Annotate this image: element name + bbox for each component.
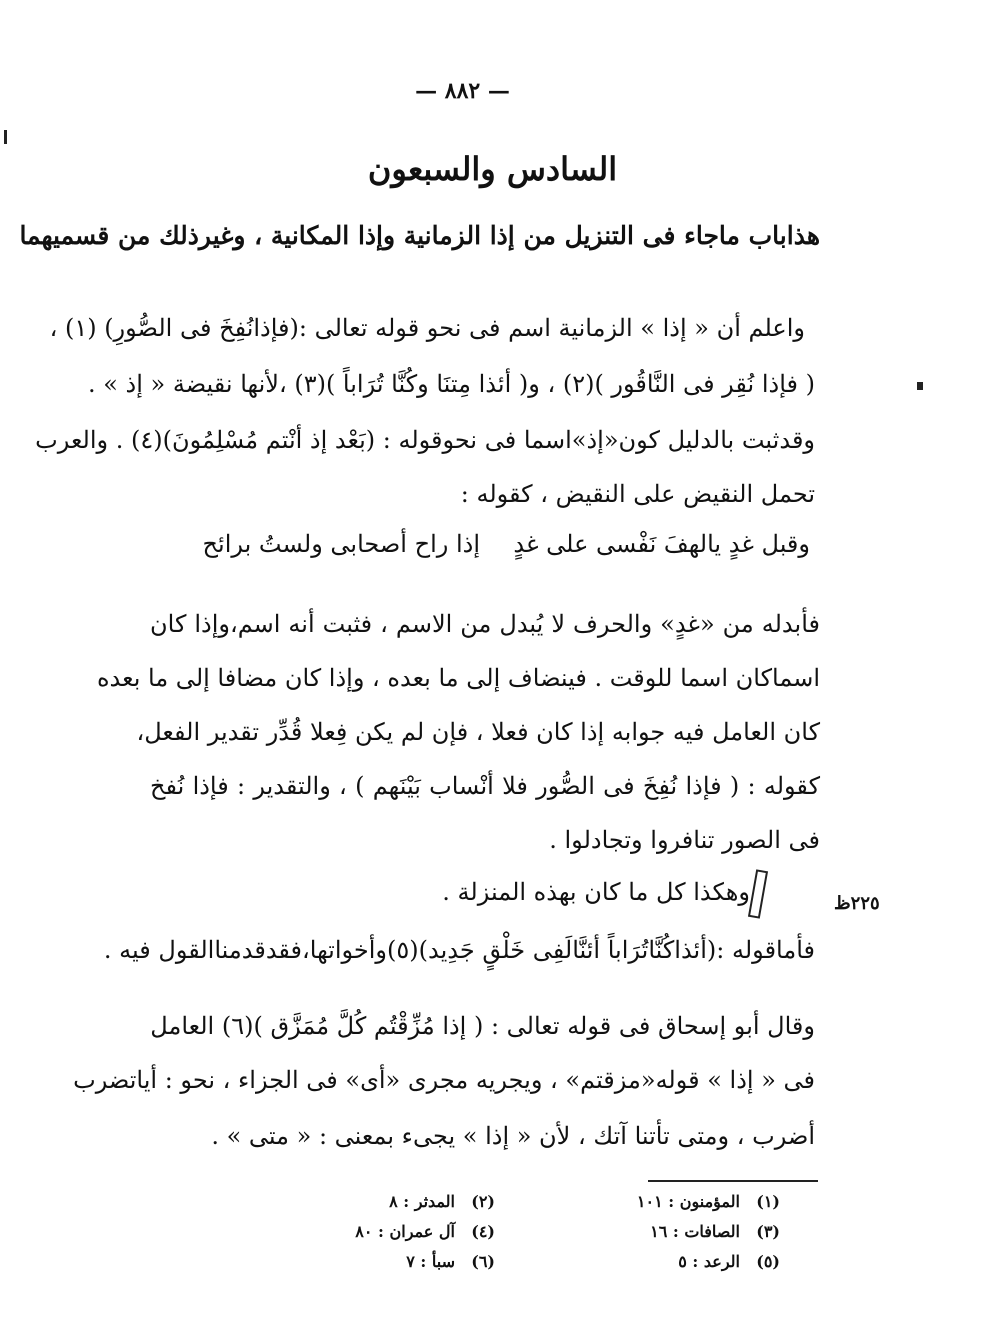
footnote-text: المدثر : ٨ — [389, 1192, 455, 1211]
text-line: اسماكان اسما للوقت . فينضاف إلى ما بعده ، وإذا كان مضافا إلى ما بعده — [96, 664, 820, 692]
footnote-text: المؤمنون : ١٠١ — [636, 1192, 740, 1211]
text-line: كان العامل فيه جوابه إذا كان فعلا ، فإن لم يكن فِعلا قُدِّر تقدير الفعل، — [136, 718, 820, 746]
footnote-number: (٣) — [756, 1222, 780, 1241]
scan-edge-mark — [4, 130, 7, 144]
text-line: فأبدله من «غدٍ» والحرف لا يُبدل من الاسم ، فثبت أنه اسم،وإذا كان — [150, 610, 820, 638]
chapter-title: السادس والسبعون — [367, 150, 618, 188]
text-line: كقوله : ( فإذا نُفِخَ فى الصُّور فلا أنْساب بَيْنَهم ) ، والتقدير : فإذا نُفخ — [150, 772, 820, 800]
footnote — [389, 1188, 495, 1216]
footnote-number: (٦) — [471, 1252, 495, 1271]
footnote — [637, 1188, 780, 1216]
footnote-text: سبأ : ٧ — [406, 1252, 455, 1271]
text-line: فى الصور تنافروا وتجادلوا . — [549, 826, 820, 854]
footnote-text: الصافات : ١٦ — [650, 1222, 740, 1241]
text-line: أضرب ، ومتى تأتنا آتك ، لأن « إذا » يجىء بمعنى : « متى » . — [211, 1122, 815, 1150]
text-line: تحمل النقيض على النقيض ، كقوله : — [460, 480, 815, 508]
footnote-text: الرعد : ٥ — [678, 1252, 740, 1271]
verse-second-hemistich: إذا راح أصحابى ولستُ برائح — [202, 530, 480, 558]
verse-first-hemistich: وقبل غدٍ يالهفَ نَفْسى على غدٍ — [513, 530, 810, 558]
text-line: وقال أبو إسحاق فى قوله تعالى : ( إذا مُزِّقْتُم كُلَّ مُمَزَّق )(٦) العامل — [150, 1012, 815, 1040]
footnote-number: (٤) — [471, 1222, 495, 1241]
footnote — [678, 1248, 780, 1276]
text-line: وهكذا كل ما كان بهذه المنزلة . — [442, 878, 750, 906]
footnote-rule — [648, 1180, 818, 1182]
text-line: ( فإذا نُقِر فى النَّاقُور )(٢) ، و( أئذا مِتنَا وكُنَّا تُرَاباً )(٣) ،لأنها نقيضة « إذ » . — [87, 370, 815, 398]
text-line: واعلم أن « إذا » الزمانية اسم فى نحو قوله تعالى :(فإذانُفِخَ فى الصُّورِ) (١) ، — [49, 314, 805, 342]
footnote-text: آل عمران : ٨٠ — [355, 1222, 455, 1241]
footnote-number: (٥) — [756, 1252, 780, 1271]
footnote-number: (٢) — [471, 1192, 495, 1211]
margin-folio-note: ٢٢٥ظ — [834, 893, 880, 914]
chapter-subtitle: هذاباب ماجاء فى التنزيل من إذا الزمانية وإذا المكانية ، وغيرذلك من قسميهما — [19, 221, 820, 250]
footnote — [650, 1218, 780, 1246]
footnote-number: (١) — [756, 1192, 780, 1211]
text-line: فأماقوله :(أئذاكُنَّاتُرَاباً أئنَّالَفِى خَلْقٍ جَدِيد)(٥)وأخواتها،فقدقدمناالقول فيه . — [103, 936, 815, 964]
footnote — [406, 1248, 495, 1276]
page-number: — ٨٨٢ — — [415, 78, 510, 104]
footnote — [355, 1218, 495, 1246]
text-line: فى « إذا » قوله«مزقتم» ، ويجريه مجرى «أى» فى الجزاء ، نحو : أياتضرب — [73, 1066, 815, 1094]
scan-edge-mark — [917, 382, 923, 390]
text-line: وقدثبت بالدليل كون«إذ»اسما فى نحوقوله : (بَعْد إذ أنْتم مُسْلِمُونَ)(٤) . والعرب — [35, 426, 815, 454]
margin-bar-mark — [748, 869, 768, 918]
